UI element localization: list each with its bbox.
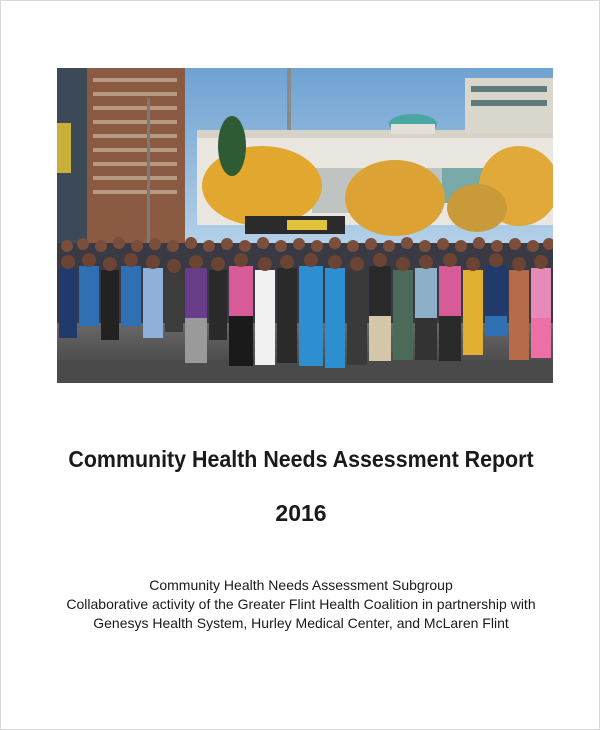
report-title: Community Health Needs Assessment Report xyxy=(68,446,534,472)
report-year: 2016 xyxy=(275,500,327,526)
subtitle-line-collaboration: Collaborative activity of the Greater Flint Health Coalition in partnership with xyxy=(66,596,536,612)
subtitle-line-partners: Genesys Health System, Hurley Medical Center, and McLaren Flint xyxy=(93,615,509,631)
cover-photo xyxy=(57,68,553,383)
subtitle-line-subgroup: Community Health Needs Assessment Subgroup xyxy=(149,577,453,593)
report-subtitle xyxy=(1,576,600,633)
group-photo-image xyxy=(57,68,553,383)
